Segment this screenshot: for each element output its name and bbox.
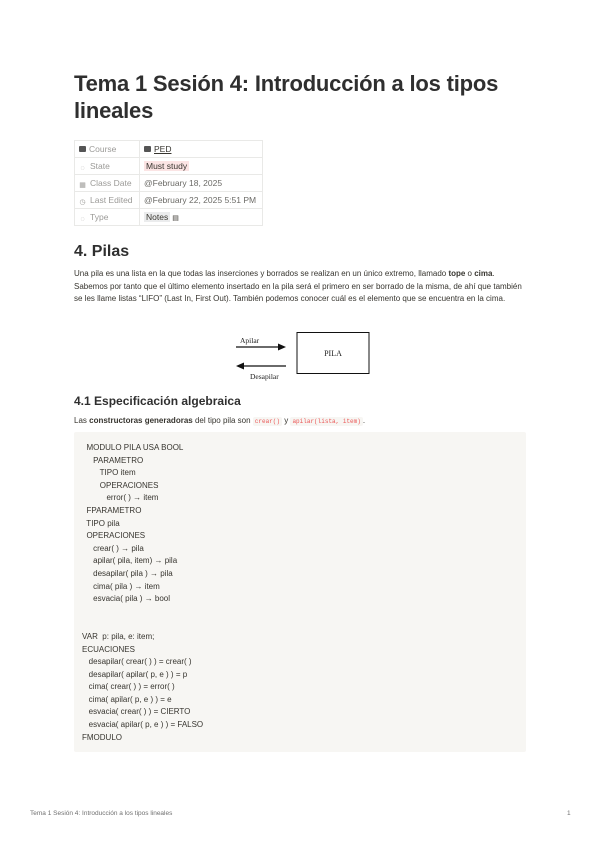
property-value[interactable] [140,158,263,175]
section-paragraph: Una pila es una lista en la que todas las inserciones y borrados se realizan en un único extremo, llamado tope o cima. Sabemos por tanto que el último elemento insertado en la pila será el primero en ser borrado de la misma, de ahí que también se les llame listas “LIFO” (Last In, First Out). También podemos conocer cuál es el elemento que se encuentra en la cima. [74,269,522,303]
push-label: Apilar [240,336,260,345]
push-arrow-head [278,344,286,351]
footer-title: Tema 1 Sesión 4: Introducción a los tipos lineales [30,810,173,817]
code-line: PARAMETRO [82,455,144,465]
code-line: esvacia( apilar( p, e ) ) = FALSO [82,720,204,730]
notes-emoji-icon: ▤ [172,215,179,222]
code-line: esvacia( pila ) → bool [82,594,171,604]
code-line: desapilar( crear( ) ) = crear( ) [82,657,192,667]
book-icon [79,146,86,152]
code-line: OPERACIONES [82,480,159,490]
status-icon: ◌ [80,164,85,172]
code-line: TIPO item [82,468,136,478]
inline-code-crear: crear() [254,418,280,425]
code-line: desapilar( apilar( p, e ) ) = p [82,669,188,679]
code-line: cima( apilar( p, e ) ) = e [82,694,172,704]
stack-diagram [234,332,444,382]
code-line: ECUACIONES [82,644,135,654]
inline-code-apilar: apilar(lista, item) [292,418,361,425]
course-link[interactable]: PED [154,144,172,154]
property-row-last-edited [75,192,263,209]
code-line: FMODULO [82,732,122,742]
code-content [82,442,203,744]
code-block[interactable] [74,432,526,752]
code-line: VAR p: pila, e: item; [82,631,155,641]
stack-box-label: PILA [324,349,342,358]
property-row-type [75,209,263,226]
pop-label: Desapilar [250,372,279,381]
code-line: crear( ) → pila [82,543,144,553]
property-key: ◌ State [75,158,140,175]
property-row-class-date [75,175,263,192]
type-tag[interactable]: Notes [146,212,169,222]
property-value[interactable]: @February 18, 2025 [140,175,263,192]
code-line: error( ) → item [82,493,159,503]
subsection-paragraph: Las constructoras generadoras del tipo pila son crear() y apilar(lista, item) . [74,416,366,425]
pop-arrow-head [236,363,244,370]
property-value: @February 22, 2025 5:51 PM [140,192,263,209]
calendar-icon: ▦ [79,181,86,189]
book-icon [144,146,151,152]
state-tag[interactable]: Must study [146,161,188,171]
code-line: MODULO PILA USA BOOL [82,443,184,452]
section-heading: 4. Pilas [74,243,130,260]
code-line: FPARAMETRO [82,505,142,515]
code-line: cima( crear( ) ) = error( ) [82,682,175,692]
property-key: ◌ Type [75,209,140,226]
property-value[interactable] [140,141,263,158]
page-title: Tema 1 Sesión 4: Introducción a los tipos lineales [74,71,499,123]
property-row-course [75,141,263,158]
property-key: Course [75,141,140,158]
code-line: apilar( pila, item) → pila [82,556,178,566]
property-value[interactable] [140,209,263,226]
subsection-heading: 4.1 Especificación algebraica [74,394,241,408]
code-line: esvacia( crear( ) ) = CIERTO [82,707,191,717]
code-line: TIPO pila [82,518,120,528]
list-icon: ◌ [80,215,85,223]
property-key: ▦ Class Date [75,175,140,192]
property-key: ◷ Last Edited [75,192,140,209]
footer-page-number: 1 [567,810,571,817]
property-row-state [75,158,263,175]
code-line: OPERACIONES [82,531,146,541]
clock-icon: ◷ [79,198,86,206]
code-line: cima( pila ) → item [82,581,160,591]
code-line: desapilar( pila ) → pila [82,568,173,578]
properties-table [74,140,263,226]
